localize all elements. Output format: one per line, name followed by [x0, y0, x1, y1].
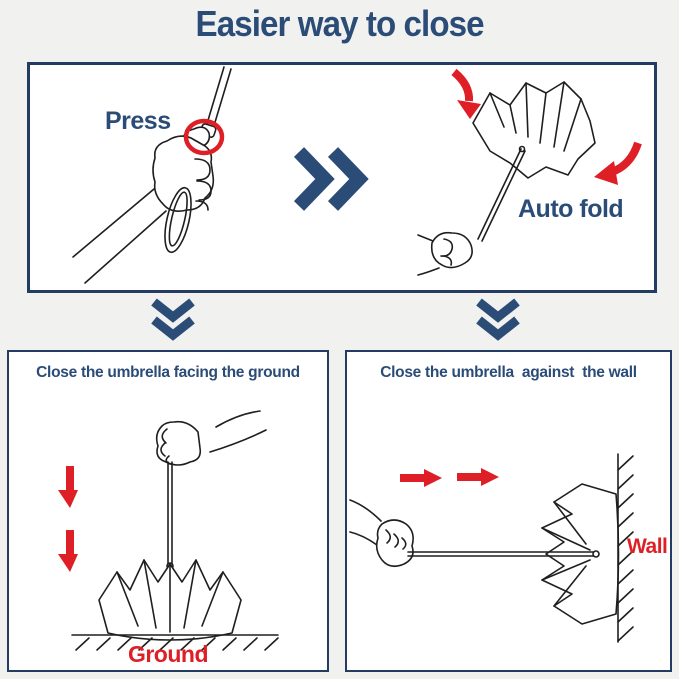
umbrella-against-wall-icon [350, 404, 672, 666]
double-chevron-right-icon [292, 148, 370, 210]
curved-red-arrow-icon [594, 143, 638, 185]
red-arrow-down-icon [58, 530, 78, 572]
press-hand-icon [55, 63, 290, 291]
wall-panel-heading: Close the umbrella against the wall [380, 364, 637, 381]
red-arrow-right-icon [400, 469, 442, 487]
press-label: Press [105, 107, 171, 135]
page-title [0, 3, 679, 45]
red-arrow-down-icon [58, 466, 78, 508]
auto-fold-umbrella-icon [418, 63, 658, 291]
wall-label: Wall [627, 535, 668, 558]
ground-label: Ground [127, 641, 209, 667]
red-arrow-right-icon [457, 468, 499, 486]
umbrella-on-ground-icon [20, 404, 320, 666]
double-chevron-down-icon [151, 299, 195, 339]
ground-panel-heading: Close the umbrella facing the ground [36, 364, 300, 381]
curved-red-arrow-icon [454, 72, 481, 119]
auto-fold-label: Auto fold [518, 195, 624, 223]
page-title-text: Easier way to close [195, 3, 484, 44]
double-chevron-down-icon [476, 299, 520, 339]
